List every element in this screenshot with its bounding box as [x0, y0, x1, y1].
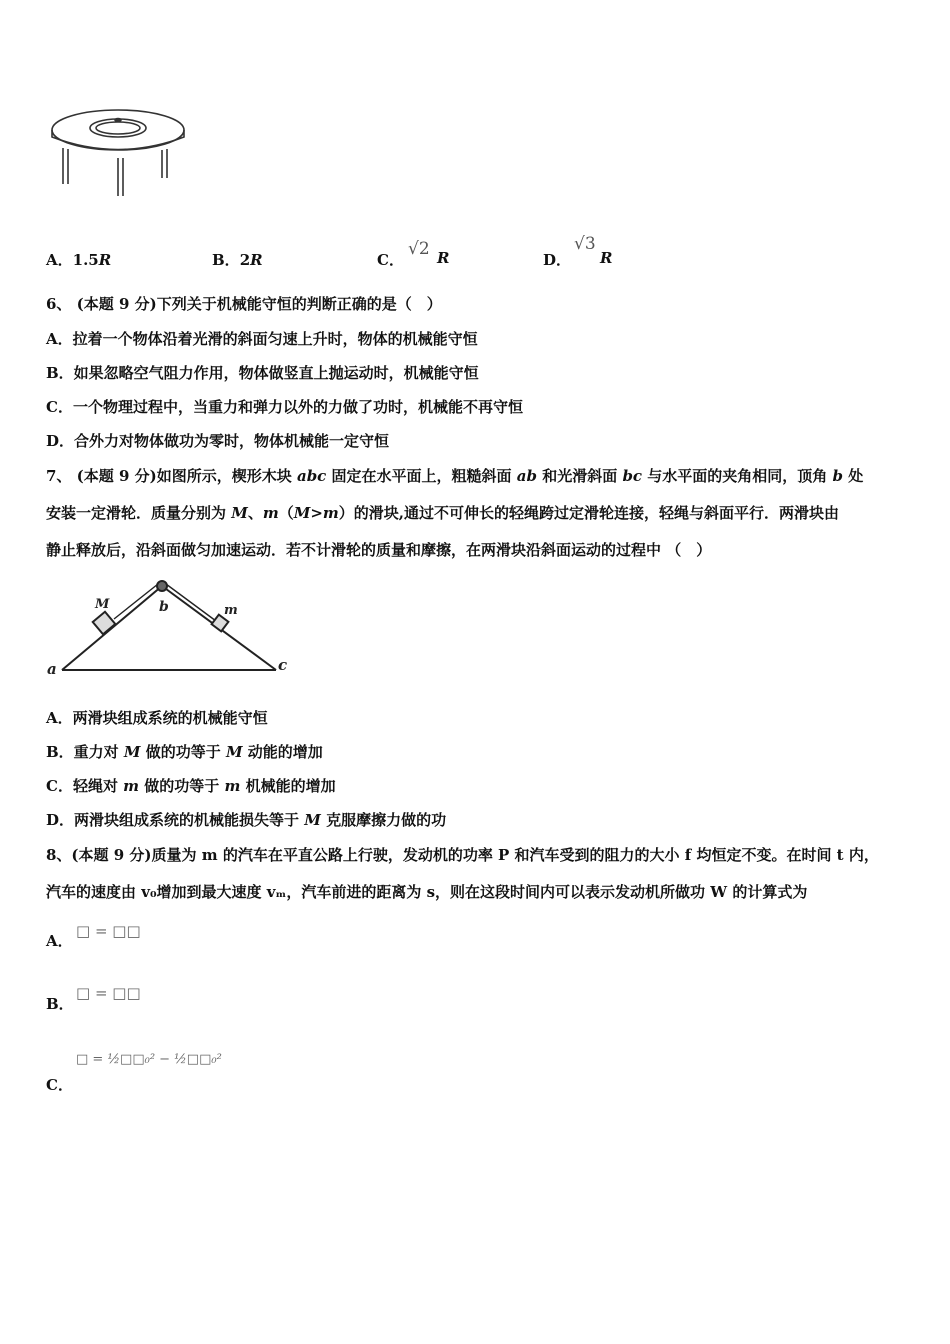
q5-option-c-unit: R — [437, 249, 450, 267]
q6-option-c[interactable]: C．一个物理过程中，当重力和弹力以外的力做了功时，机械能不再守恒 — [46, 398, 523, 416]
q7-option-b[interactable]: B．重力对 M 做的功等于 M 动能的增加 — [46, 743, 323, 761]
wedge-label-m-small: m — [224, 603, 238, 618]
q7-option-c[interactable]: C．轻绳对 m 做的功等于 m 机械能的增加 — [46, 777, 336, 795]
q5-option-a[interactable]: A．1.5R — [46, 251, 112, 269]
q8-option-b[interactable]: B． — [46, 995, 74, 1013]
q7-option-a[interactable]: A．两滑块组成系统的机械能守恒 — [46, 709, 268, 727]
q8-option-c[interactable]: C． — [46, 1076, 73, 1094]
wedge-label-m-big: M — [95, 597, 110, 612]
round-table-figure — [46, 104, 191, 200]
wedge-figure — [44, 574, 289, 680]
q6-option-d[interactable]: D．合外力对物体做功为零时，物体机械能一定守恒 — [46, 432, 390, 450]
q5-option-c-radical: √2 — [408, 239, 430, 259]
q7-stem-line3: 静止释放后，沿斜面做匀加速运动．若不计滑轮的质量和摩擦，在两滑块沿斜面运动的过程中 （ ） — [46, 541, 712, 559]
q7-option-d[interactable]: D．两滑块组成系统的机械能损失等于 M 克服摩擦力做的功 — [46, 811, 447, 829]
q5-option-d-radical: √3 — [574, 234, 596, 254]
q8-option-b-formula: □ = □□ — [76, 984, 141, 1002]
q5-option-d-unit: R — [600, 249, 613, 267]
wedge-label-b: b — [159, 599, 169, 615]
q7-stem-line1: 7、 (本题 9 分)如图所示，楔形木块 abc 固定在水平面上，粗糙斜面 ab 和光滑斜面 bc 与水平面的夹角相同，顶角 b 处 — [46, 467, 864, 485]
q6-option-a[interactable]: A．拉着一个物体沿着光滑的斜面匀速上升时，物体的机械能守恒 — [46, 330, 478, 348]
wedge-label-c: c — [278, 656, 288, 674]
q5-option-b[interactable]: B．2R — [212, 251, 263, 269]
q6-option-b[interactable]: B．如果忽略空气阻力作用，物体做竖直上抛运动时，机械能守恒 — [46, 364, 479, 382]
q8-option-a[interactable]: A． — [46, 932, 73, 950]
q8-option-c-formula: □ = ½□□₀² − ½□□₀² — [76, 1052, 222, 1067]
q7-stem-line2: 安装一定滑轮．质量分别为 M、m（M>m）的滑块,通过不可伸长的轻绳跨过定滑轮连接，轻绳与斜面平行．两滑块由 — [46, 504, 840, 522]
q5-option-c[interactable]: C． — [377, 251, 404, 269]
q8-stem-line2: 汽车的速度由 v₀增加到最大速度 vₘ，汽车前进的距离为 s，则在这段时间内可以表示发动机所做功 W 的计算式为 — [46, 883, 808, 901]
q5-option-d[interactable]: D． — [543, 251, 572, 269]
q8-option-a-formula: □ = □□ — [76, 922, 141, 940]
q8-stem-line1: 8、(本题 9 分)质量为 m 的汽车在平直公路上行驶，发动机的功率 P 和汽车受到的阻力的大小 f 均恒定不变。在时间 t 内， — [46, 846, 879, 864]
wedge-label-a: a — [47, 660, 57, 678]
q6-stem: 6、 (本题 9 分)下列关于机械能守恒的判断正确的是（ ） — [46, 295, 442, 313]
